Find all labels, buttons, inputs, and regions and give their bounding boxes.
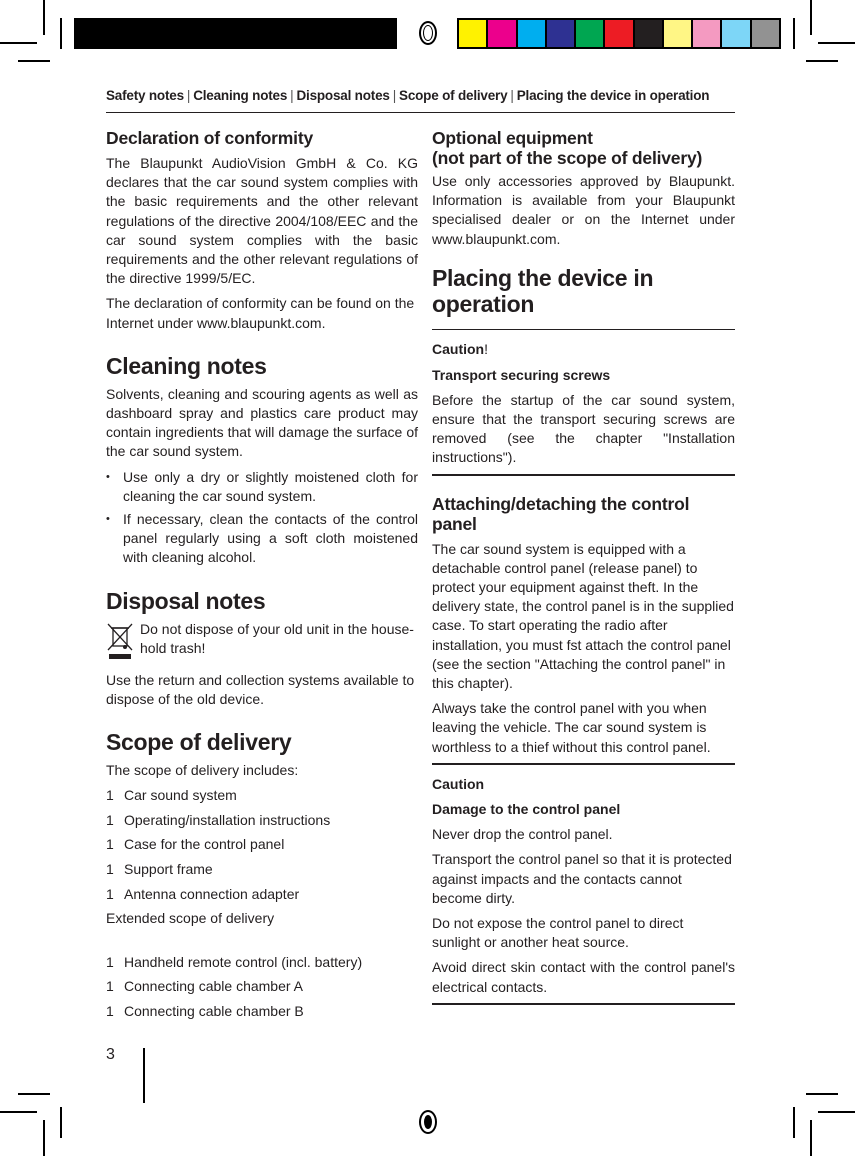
- optional-equipment-text: Use only accessories approved by Blaupunkt. Information is available from your Blaupunkt specialised dealer or on the Internet under www.blaupunkt.com.: [432, 173, 735, 247]
- caution-text: Transport the control panel so that it is protected against impacts and the contacts cannot become dirty.: [432, 851, 732, 906]
- cleaning-text: Solvents, cleaning and scouring agents as well as dashboard spray and plastics care product may contain ingredients that will damage the surface of the car sound system.: [106, 385, 418, 460]
- attaching-text: The car sound system is equipped with a detachable control panel (release panel) to protect your equipment against theft. In the delivery state, the control panel is in the supplied case. To start operating the radio after installation, you must fst attach the control panel (see the section "Attaching the control panel" in this chapter).: [432, 540, 734, 691]
- crop-mark: [60, 18, 62, 49]
- list-item: 1 Case for the control panel: [106, 836, 285, 853]
- crop-mark: [0, 1111, 37, 1113]
- breadcrumb-item: Cleaning notes: [193, 88, 288, 103]
- section-title: Optional equipment (not part of the scope of delivery): [432, 128, 703, 168]
- divider: [432, 474, 735, 476]
- disposal-warning-text: Do not dispose of your old unit in the house-hold trash!: [140, 620, 414, 656]
- caution-text: Avoid direct skin contact with the control panel's electrical contacts.: [432, 959, 735, 995]
- breadcrumb-separator: |: [186, 88, 191, 103]
- caution-subtitle: Transport securing screws: [432, 366, 611, 383]
- breadcrumb-separator: |: [510, 88, 514, 103]
- list-item: 1 Operating/installation instructions: [106, 811, 331, 828]
- crop-mark: [810, 0, 812, 35]
- color-swatch: [693, 20, 720, 47]
- list-item: 1 Handheld remote control (incl. battery): [106, 953, 363, 970]
- bullet-item: • Use only a dry or slightly moistened cloth for cleaning the car sound system.: [106, 468, 418, 506]
- scope-list: [106, 786, 418, 904]
- registration-mark-icon: [419, 1110, 437, 1134]
- right-column: [432, 128, 735, 1015]
- crop-mark: [43, 0, 45, 35]
- divider: [432, 1003, 735, 1005]
- declaration-link-text: The declaration of conformity can be found on the Internet under www.blaupunkt.com.: [106, 295, 415, 331]
- extended-scope-label: Extended scope of delivery: [106, 910, 275, 927]
- crop-mark: [806, 60, 838, 62]
- breadcrumb-separator: |: [290, 88, 294, 103]
- caution-text: Never drop the control panel.: [432, 826, 613, 843]
- caution-damage-section: [432, 775, 735, 1005]
- crop-mark: [793, 18, 795, 49]
- crop-mark: [43, 1120, 45, 1156]
- color-swatch: [605, 20, 632, 47]
- attaching-text: Always take the control panel with you when leaving the vehicle. The car sound system is worthless to a thief without this control panel.: [432, 700, 711, 755]
- crossed-out-wheelie-bin-icon: [106, 622, 140, 667]
- section-title: Cleaning notes: [106, 352, 267, 379]
- header-divider: [106, 112, 735, 113]
- print-black-bar: [74, 18, 397, 49]
- crop-mark: [818, 1111, 855, 1113]
- color-swatch: [488, 20, 515, 47]
- section-title: Scope of delivery: [106, 729, 292, 756]
- list-item: 1 Connecting cable chamber A: [106, 978, 303, 995]
- disposal-section: [106, 588, 418, 710]
- breadcrumb: [106, 88, 736, 103]
- disposal-text: Use the return and collection systems available to dispose of the old device.: [106, 671, 415, 708]
- section-title: Declaration of conformity: [106, 128, 313, 148]
- color-calibration-bar: [457, 18, 781, 49]
- breadcrumb-item: Scope of delivery: [399, 88, 508, 103]
- left-column: [106, 128, 418, 1027]
- crop-mark: [0, 42, 37, 44]
- optional-equipment-section: [432, 128, 735, 249]
- section-title: Placing the device in operation: [432, 264, 654, 317]
- color-swatch: [576, 20, 603, 47]
- scope-section: [106, 729, 418, 1021]
- color-swatch: [664, 20, 691, 47]
- list-item: 1 Car sound system: [106, 786, 237, 803]
- caution-label: Caution!: [432, 341, 488, 358]
- declaration-text: The Blaupunkt AudioVision GmbH & Co. KG declares that the car sound system complies with the basic requirements and the other relevant regulations of the directive 2004/108/EEC and the car sound system complies with the basic requirements and the other relevant regulations of the directive 1999/5/EC.: [106, 155, 418, 287]
- disposal-warning: [106, 620, 418, 667]
- caution-subtitle: Damage to the control panel: [432, 800, 621, 817]
- page-number: 3: [106, 1046, 115, 1063]
- caution-text: Before the startup of the car sound system, ensure that the transport securing screws are removed (see the chapter "Installation instructions").: [432, 391, 735, 466]
- caution-text: Do not expose the control panel to direct sunlight or another heat source.: [432, 914, 684, 951]
- divider: [432, 763, 735, 765]
- declaration-section: [106, 128, 418, 333]
- color-swatch: [635, 20, 662, 47]
- crop-mark: [806, 1093, 838, 1095]
- bullet-item: • If necessary, clean the contacts of the control panel regularly using a soft cloth moistened with cleaning alcohol.: [106, 510, 418, 568]
- color-swatch: [752, 20, 779, 47]
- breadcrumb-item: Placing the device in operation: [516, 88, 710, 103]
- color-swatch: [518, 20, 545, 47]
- extended-scope-list: [106, 953, 418, 1022]
- list-item: 1 Antenna connection adapter: [106, 885, 300, 902]
- section-title: Attaching/detaching the control panel: [432, 493, 690, 534]
- cleaning-section: [106, 353, 418, 568]
- cleaning-bullets: [106, 468, 418, 568]
- crop-mark: [18, 60, 50, 62]
- breadcrumb-separator: |: [392, 88, 397, 103]
- section-title: Disposal notes: [106, 587, 266, 614]
- list-item: 1 Connecting cable chamber B: [106, 1003, 304, 1020]
- caution-label: Caution: [432, 775, 485, 792]
- registration-mark-icon: [419, 21, 437, 45]
- breadcrumb-item: Disposal notes: [296, 88, 390, 103]
- list-item: 1 Support frame: [106, 861, 213, 878]
- crop-mark: [810, 1120, 812, 1156]
- placing-section: [432, 265, 735, 476]
- attaching-section: [432, 494, 735, 765]
- breadcrumb-item: Safety notes: [106, 88, 184, 103]
- crop-mark: [18, 1093, 50, 1095]
- footer-divider: [143, 1048, 145, 1103]
- color-swatch: [722, 20, 749, 47]
- scope-intro: The scope of delivery includes:: [106, 762, 299, 779]
- color-swatch: [459, 20, 486, 47]
- crop-mark: [793, 1107, 795, 1138]
- crop-mark: [60, 1107, 62, 1138]
- crop-mark: [818, 42, 855, 44]
- color-swatch: [547, 20, 574, 47]
- divider: [432, 329, 735, 331]
